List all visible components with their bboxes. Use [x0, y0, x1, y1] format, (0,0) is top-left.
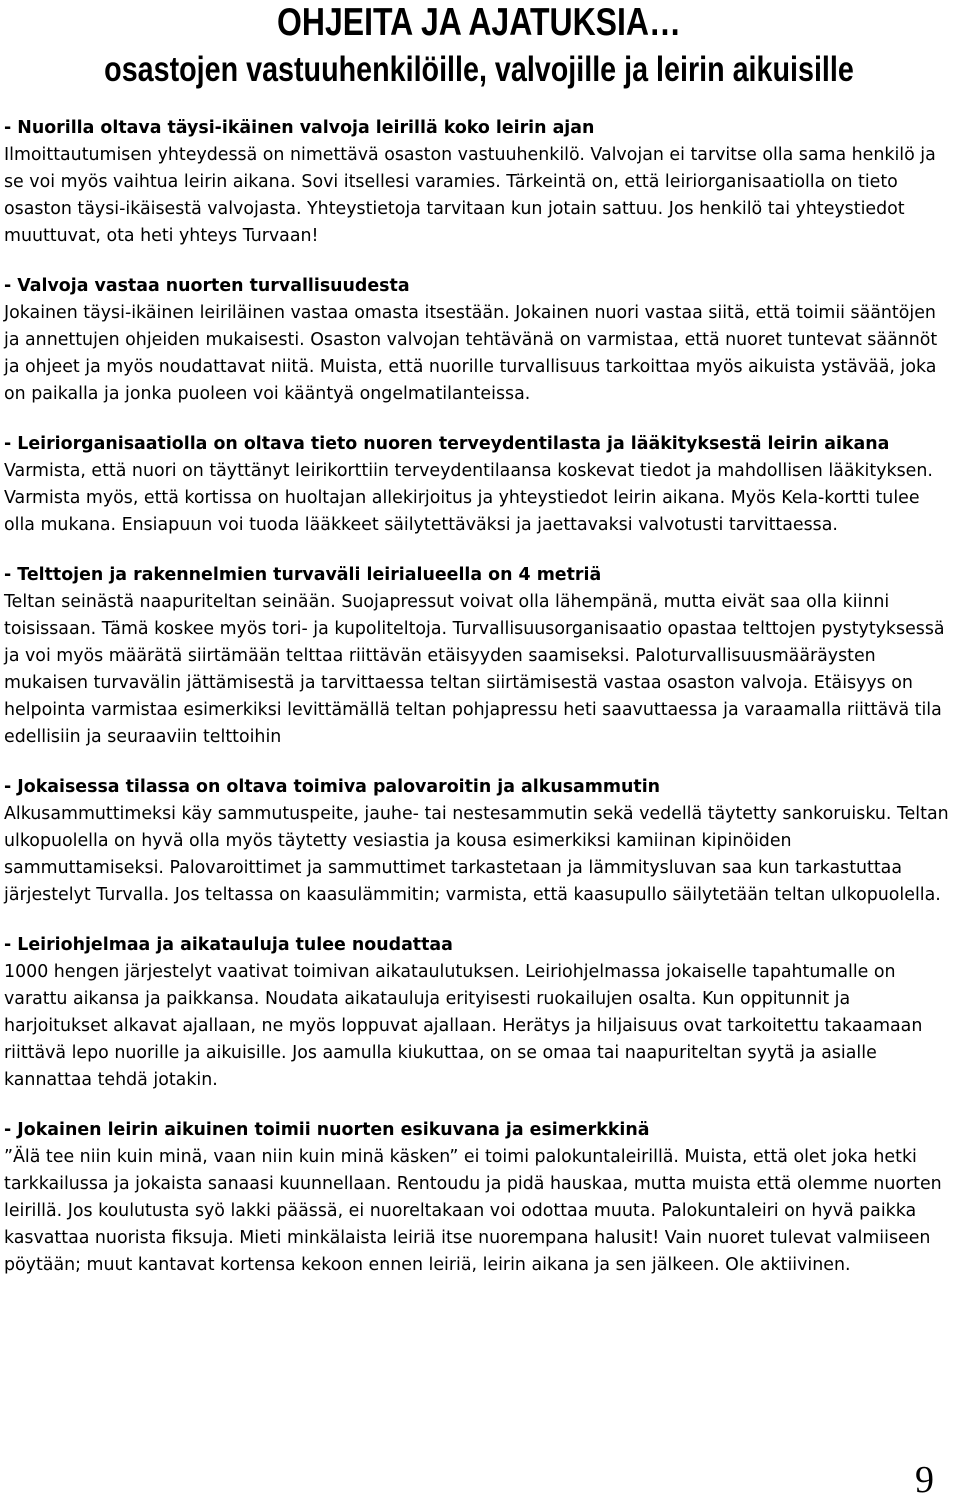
section-valvoja — [4, 115, 954, 250]
section-aikataulut — [4, 932, 954, 1094]
page-title: OHJEITA JA AJATUKSIA… — [277, 1, 681, 44]
section-body: Varmista, että nuori on täyttänyt leirikorttiin terveydentilaansa koskevat tiedot ja mahdollisen lääkityksen. Varmista myös, että kortissa on huoltajan allekirjoitus ja yhteystiedot leirin aikana. Myös Kela-kortti tulee olla mukana. Ensiapuun voi tuoda lääkkeet säilytettäväksi ja jaettavaksi valvotusti tarvittaessa. — [4, 461, 933, 535]
section-body: Ilmoittautumisen yhteydessä on nimettävä osaston vastuuhenkilö. Valvojan ei tarvitse olla sama henkilö ja se voi myös vaihtua leirin aikana. Sovi itsellesi varamies. Tärkeintä on, että leiriorganisaatiolla on tieto osaston täysi-ikäisestä valvojasta. Yhteystietoja tarvitaan kun jotain sattuu. Jos henkilö tai yhteystiedot muuttuvat, ota heti yhteys Turvaan! — [4, 145, 936, 246]
section-esikuva — [4, 1117, 954, 1279]
section-heading: - Leiriorganisaatiolla on oltava tieto nuoren terveydentilasta ja lääkityksestä leirin aikana — [4, 434, 890, 454]
section-heading: - Leiriohjelmaa ja aikatauluja tulee noudattaa — [4, 935, 453, 955]
section-heading: - Valvoja vastaa nuorten turvallisuudesta — [4, 276, 410, 296]
section-heading: - Nuorilla oltava täysi-ikäinen valvoja leirillä koko leirin ajan — [4, 118, 595, 138]
section-turvallisuus — [4, 273, 954, 408]
section-body: Teltan seinästä naapuriteltan seinään. Suojapressut voivat olla lähempänä, mutta eivät saa olla kiinni toisissaan. Tämä koskee myös tori- ja kupoliteltoja. Turvallisuusorganisaatio opastaa telttojen pystytyksessä ja voi myös määrätä siirtämään telttaa riittävän etäisyyden saamiseksi. Paloturvallisuusmääräysten mukaisen turvavälin jättämisestä ja tarvittaessa teltan siirtämisestä vastaa osaston valvoja. Etäisyys on helpointa varmistaa esimerkiksi levittämällä teltan pohjapressu heti saavuttaessa ja varaamalla riittävä tila edellisiin ja seuraaviin telttoihin — [4, 592, 945, 747]
section-heading: - Jokainen leirin aikuinen toimii nuorten esikuvana ja esimerkkinä — [4, 1120, 650, 1140]
section-body: Alkusammuttimeksi käy sammutuspeite, jauhe- tai nestesammutin sekä vedellä täytetty sankoruisku. Teltan ulkopuolella on hyvä olla myös täytetty vesiastia ja kousa esimerkiksi kamiinan kipinöiden sammuttamiseksi. Palovaroittimet ja sammuttimet tarkastetaan ja lämmitysluvan saa kun tarkastuttaa järjestelyt Turvalla. Jos teltassa on kaasulämmitin; varmista, että kaasupullo säilytetään teltan ulkopuolella. — [4, 804, 949, 905]
section-heading: - Jokaisessa tilassa on oltava toimiva palovaroitin ja alkusammutin — [4, 777, 661, 797]
page-number: 9 — [915, 1459, 934, 1501]
section-terveydentila — [4, 431, 954, 539]
section-body: 1000 hengen järjestelyt vaativat toimivan aikataulutuksen. Leiriohjelmassa jokaiselle tapahtumalle on varattu aikansa ja paikkansa. Noudata aikatauluja erityisesti ruokailujen osalta. Kun oppitunnit ja harjoitukset alkavat ajallaan, ne myös loppuvat ajallaan. Herätys ja hiljaisuus ovat tarkoitettu takaamaan riittävä lepo nuorille ja aikuisille. Jos aamulla kiukuttaa, on se omaa tai naapuriteltan syytä ja asialle kannattaa tehdä jotakin. — [4, 962, 923, 1090]
page-subtitle: osastojen vastuuhenkilöille, valvojille ja leirin aikuisille — [104, 50, 854, 89]
section-palovaroitin — [4, 774, 954, 909]
section-turvavali — [4, 562, 954, 751]
section-body: ”Älä tee niin kuin minä, vaan niin kuin minä käsken” ei toimi palokuntaleirillä. Muista, että olet joka hetki tarkkailussa ja jokaista sanaasi kuunnellaan. Rentoudu ja pidä hauskaa, mutta muista että olemme nuorten leirillä. Jos koulutusta syö lakki päässä, ei nuoreltakaan voi odottaa muuta. Palokuntaleiri on hyvä paikka kasvattaa nuorista fiksuja. Mieti minkälaista leiriä itse nuorempana halusit! Vain nuoret tulevat valmiiseen pöytään; muut kantavat kortensa kekoon ennen leiriä, leirin aikana ja sen jälkeen. Ole aktiivinen. — [4, 1147, 942, 1275]
section-heading: - Telttojen ja rakennelmien turvaväli leirialueella on 4 metriä — [4, 565, 602, 585]
section-body: Jokainen täysi-ikäinen leiriläinen vastaa omasta itsestään. Jokainen nuori vastaa siitä, että toimii sääntöjen ja annettujen ohjeiden mukaisesti. Osaston valvojan tehtävänä on varmistaa, että nuoret tuntevat säännöt ja ohjeet ja myös noudattavat niitä. Muista, että nuorille turvallisuus tarkoittaa myös aikuista ystävää, joka on paikalla ja jonka puoleen voi kääntyä ongelmatilanteissa. — [4, 303, 938, 404]
